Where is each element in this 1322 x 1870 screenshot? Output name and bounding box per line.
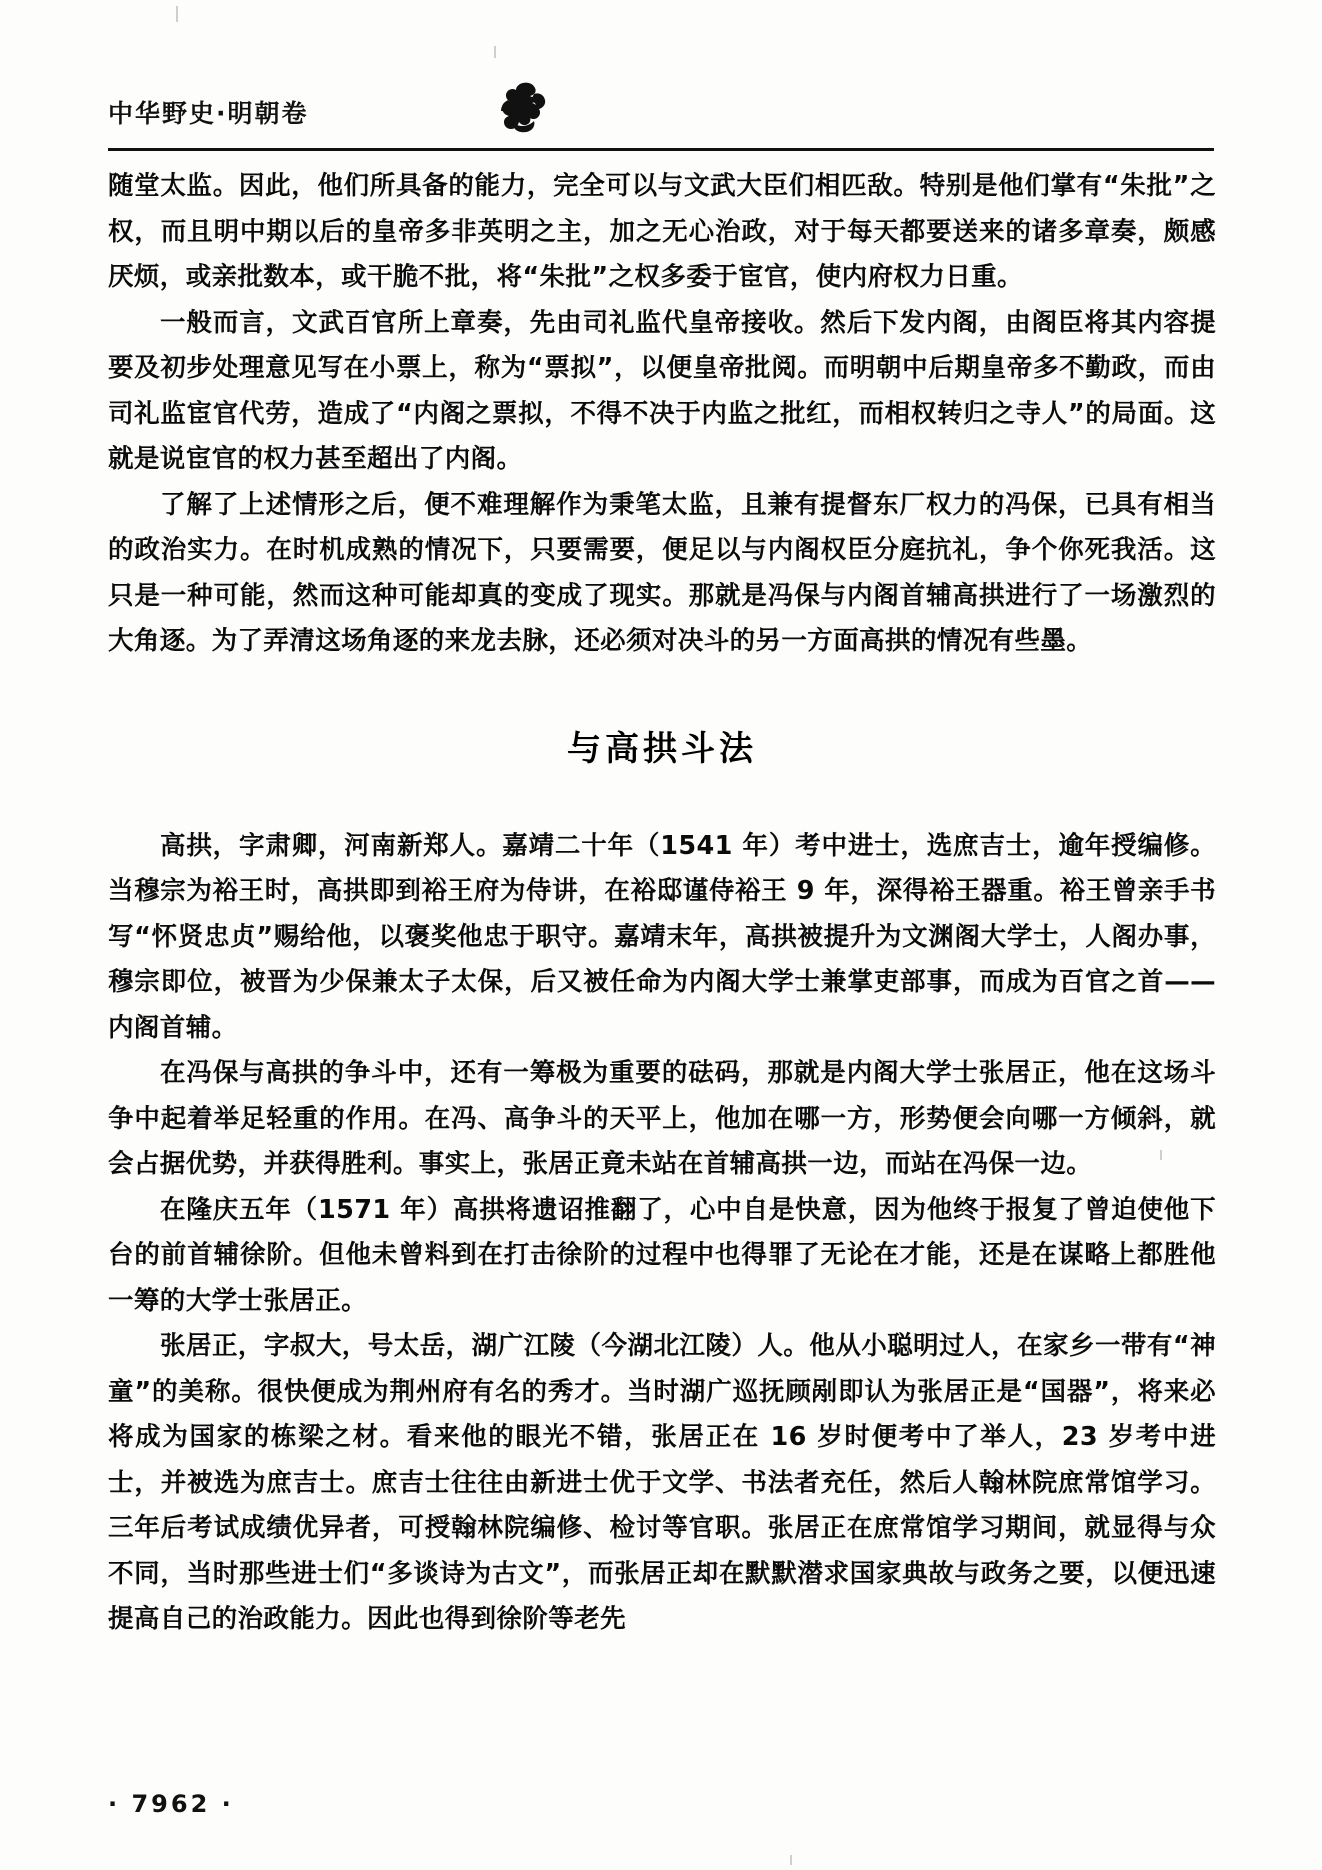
page-content [108,164,1216,1643]
paragraph: 高拱，字肃卿，河南新郑人。嘉靖二十年（1541 年）考中进士，选庶吉士，逾年授编修。当穆宗为裕王时，高拱即到裕王府为侍讲，在裕邸谨侍裕王 9 年，深得裕王器重。裕王曾亲手书写“怀贤忠贞”赐给他，以褒奖他忠于职守。嘉靖末年，高拱被提升为文渊阁大学士，人阁办事，穆宗即位，被晋为少保兼太子太保，后又被任命为内阁大学士兼掌吏部事，而成为百官之首——内阁首辅。 [108,830,1216,1043]
paragraph: 随堂太监。因此，他们所具备的能力，完全可以与文武大臣们相匹敌。特别是他们掌有“朱批”之权，而且明中期以后的皇帝多非英明之主，加之无心治政，对于每天都要送来的诸多章奏，颇感厌烦，或亲批数本，或干脆不批，将“朱批”之权多委于宦官，使内府权力日重。 [108,171,1216,292]
paragraph: 张居正，字叔大，号太岳，湖广江陵（今湖北江陵）人。他从小聪明过人，在家乡一带有“神童”的美称。很快便成为荆州府有名的秀才。当时湖广巡抚顾剐即认为张居正是“国器”，将来必将成为国家的栋梁之材。看来他的眼光不错，张居正在 16 岁时便考中了举人，23 岁考中进士，并被选为庶吉士。庶吉士往往由新进士优于文学、书法者充任，然后人翰林院庶常馆学习。三年后考试成绩优异者，可授翰林院编修、检讨等官职。张居正在庶常馆学习期间，就显得与众不同，当时那些进士们“多谈诗为古文”，而张居正却在默默潜求国家典故与政务之要，以便迅速提高自己的治政能力。因此也得到徐阶等老先 [108,1331,1216,1634]
page-header [108,80,1214,150]
header-divider [108,148,1214,151]
scan-artifact [494,46,496,58]
scan-artifact [176,6,178,22]
paragraph: 在冯保与高拱的争斗中，还有一筹极为重要的砝码，那就是内阁大学士张居正，他在这场斗争中起着举足轻重的作用。在冯、高争斗的天平上，他加在哪一方，形势便会向哪一方倾斜，就会占据优势，并获得胜利。事实上，张居正竟未站在首辅高拱一边，而站在冯保一边。 [108,1058,1216,1179]
running-title: 中华野史·明朝卷 [108,99,309,128]
paragraph: 了解了上述情形之后，便不难理解作为秉笔太监，且兼有提督东厂权力的冯保，已具有相当的政治实力。在时机成熟的情况下，只要需要，便足以与内阁权臣分庭抗礼，争个你死我活。这只是一种可能，然而这种可能却真的变成了现实。那就是冯保与内阁首辅高拱进行了一场激烈的大角逐。为了弄清这场角逐的来龙去脉，还必须对决斗的另一方面高拱的情况有些墨。 [108,489,1216,656]
dragon-emblem-icon [490,80,560,136]
paragraph: 一般而言，文武百官所上章奏，先由司礼监代皇帝接收。然后下发内阁，由阁臣将其内容提要及初步处理意见写在小票上，称为“票拟”，以便皇帝批阅。而明朝中后期皇帝多不勤政，而由司礼监宦官代劳，造成了“内阁之票拟，不得不决于内监之批红，而相权转归之寺人”的局面。这就是说宦官的权力甚至超出了内阁。 [108,307,1216,474]
scan-artifact [790,1855,792,1865]
section-title: 与高拱斗法 [567,728,757,769]
paragraph: 在隆庆五年（1571 年）高拱将遗诏推翻了，心中自是快意，因为他终于报复了曾迫使他下台的前首辅徐阶。但他未曾料到在打击徐阶的过程中也得罪了无论在才能，还是在谋略上都胜他一筹的大学士张居正。 [108,1194,1216,1316]
page-number: · 7962 · [108,1790,234,1818]
